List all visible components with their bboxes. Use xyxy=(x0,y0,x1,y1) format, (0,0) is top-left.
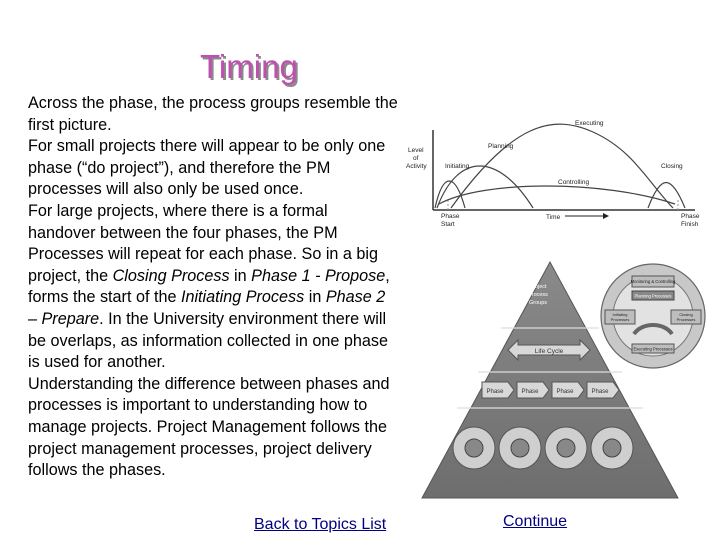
life-cycle-label: Life Cycle xyxy=(534,348,564,355)
phase-label-3: Phase xyxy=(556,389,574,395)
time-label: Time xyxy=(546,214,561,221)
paragraph-segment: in xyxy=(304,288,326,307)
back-to-topics-link[interactable]: Back to Topics List xyxy=(254,516,387,533)
page-title: Timing xyxy=(200,48,298,85)
paragraph-2 xyxy=(28,136,398,201)
paragraph-segment: For small projects there will appear to be only one phase (“do project”), and therefore the PM processes will also only be used once. xyxy=(28,137,386,199)
paragraph-segment: Initiating Process xyxy=(180,288,305,307)
pyramid-top-label-3: Groups xyxy=(528,300,548,306)
phase-label-4: Phase xyxy=(591,389,609,395)
executing-label: Executing xyxy=(575,120,604,127)
pyramid-top-label-1: Project xyxy=(529,284,547,290)
phase-finish-label-2: Finish xyxy=(681,221,699,228)
cycle-bottom-label: Executing Processes xyxy=(633,346,673,352)
level-label-1: Level xyxy=(408,147,424,154)
process-overlap-diagram xyxy=(403,102,703,230)
pyramid-top-label-2: Process xyxy=(528,292,548,298)
paragraph-segment: , forms the start of the xyxy=(28,266,390,307)
phase-start-label-2: Start xyxy=(441,221,455,228)
cycle-right-label-2: Processes xyxy=(676,317,696,322)
controlling-label: Controlling xyxy=(558,179,590,186)
process-cycle xyxy=(601,264,705,368)
cycle-left-label-2: Processes xyxy=(610,317,630,322)
paragraph-segment: Phase 2 – Prepare xyxy=(28,288,386,328)
initiating-label: Initiating xyxy=(445,163,470,170)
cycle-top-label: Monitoring & Controlling xyxy=(630,279,676,284)
paragraph-1 xyxy=(28,93,398,136)
paragraph-segment: Closing Process xyxy=(112,266,230,285)
continue-link[interactable]: Continue xyxy=(503,513,568,530)
cycle-left-label-1: Initiating xyxy=(612,312,628,317)
cycle-right-label-1: Closing xyxy=(679,312,693,317)
phase-label-1: Phase xyxy=(486,389,504,395)
cycle-planning-label: Planning Processes xyxy=(634,293,672,299)
paragraph-segment: For large projects, where there is a formal handover between the four phases, the PM Processes will repeat for each phase. So in a big project, the xyxy=(28,201,379,285)
body-text xyxy=(28,93,398,482)
paragraph-segment: . In the University environment there will be overlaps, as information collected in one phase is used for another. xyxy=(28,309,388,372)
phase-label-2: Phase xyxy=(521,389,539,395)
planning-label: Planning xyxy=(488,143,514,150)
closing-label: Closing xyxy=(661,163,683,170)
paragraph-segment: Phase 1 - Propose xyxy=(251,266,386,285)
phase-finish-label-1: Phase xyxy=(681,213,700,220)
level-label-2: of xyxy=(413,155,419,162)
paragraph-segment: in xyxy=(229,266,252,285)
paragraph-3 xyxy=(28,201,398,374)
paragraph-segment: Across the phase, the process groups resemble the first picture. xyxy=(28,94,398,134)
paragraph-4 xyxy=(28,374,398,482)
phase-start-label-1: Phase xyxy=(441,213,460,220)
process-pyramid-diagram xyxy=(420,258,710,503)
paragraph-segment: Understanding the difference between phases and processes is important to understanding how to manage projects. Project Management follows the project management processes, project delivery follows the phases. xyxy=(28,374,390,480)
level-label-3: Activity xyxy=(406,163,427,170)
